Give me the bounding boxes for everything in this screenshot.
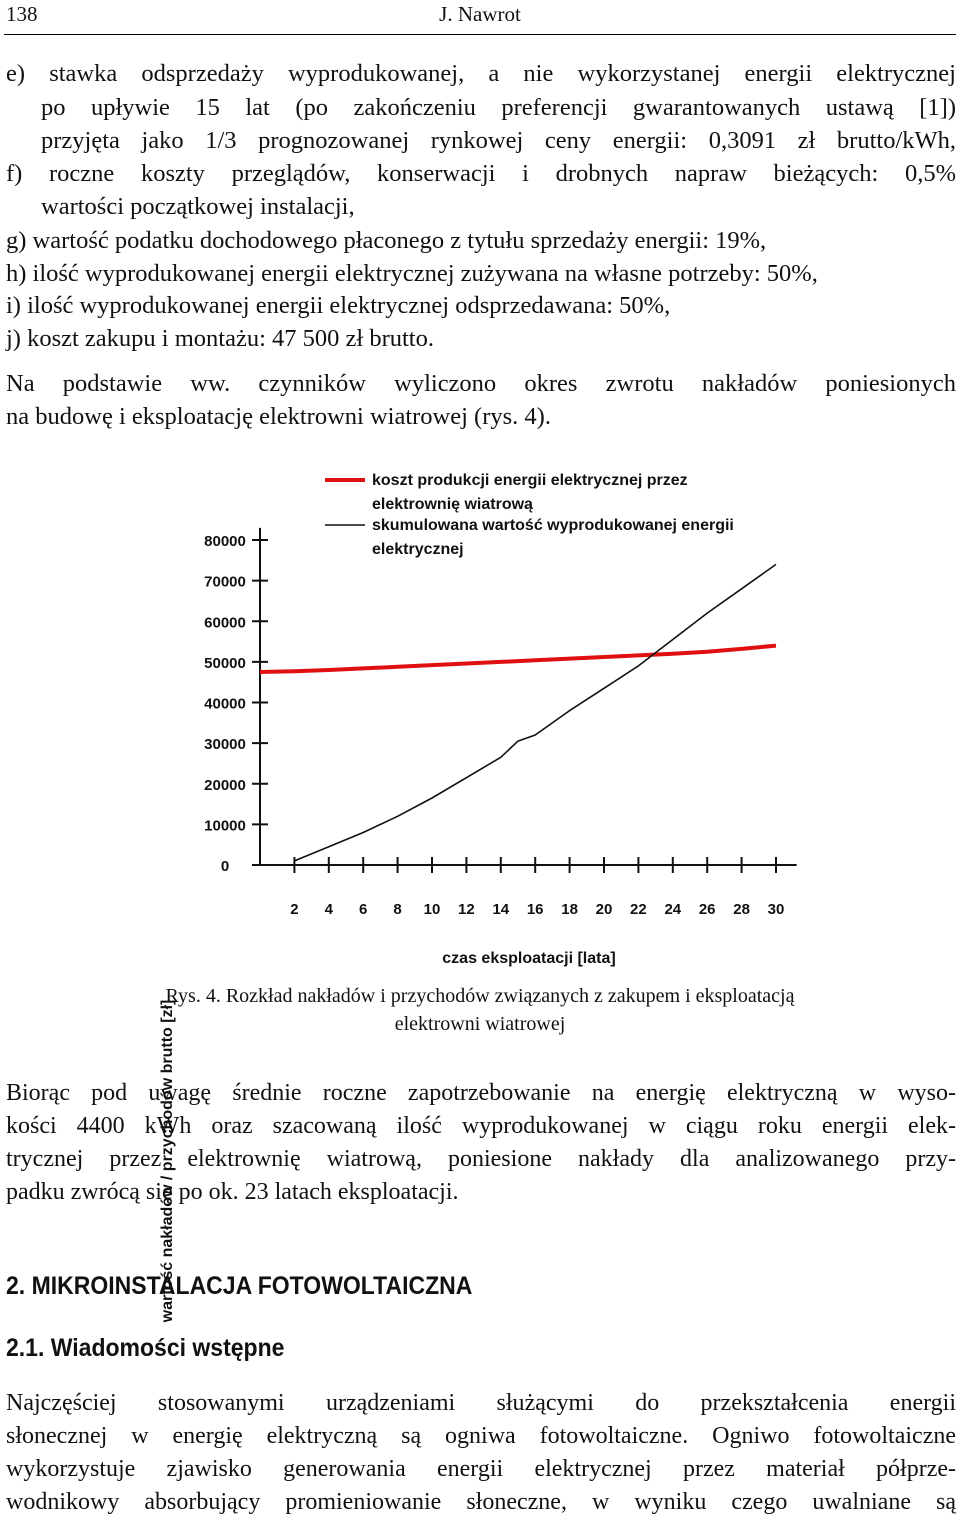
y-tick-label: 70000 (204, 573, 246, 591)
y-tick-label: 50000 (204, 654, 246, 672)
list-item-h: h) ilość wyprodukowanej energii elektrycznej zużywana na własne potrzeby: 50%, (6, 260, 818, 287)
x-ticks (290, 857, 784, 918)
paragraph-2-line-3: wykorzystuje zjawisko generowania energii elektrycznej przez materiał półprze- (6, 1456, 956, 1482)
legend (325, 472, 734, 558)
intro-line-2: na budowę i eksploatację elektrowni wiatrowej (rys. 4). (6, 403, 551, 430)
x-axis-label: czas eksploatacji [lata] (442, 950, 616, 967)
intro-line-1: Na podstawie ww. czynników wyliczono okres zwrotu nakładów poniesionych (6, 370, 956, 397)
page-number: 138 (6, 2, 38, 26)
paragraph-1-line-1: Biorąc pod uwagę średnie roczne zapotrzebowanie na energię elektryczną w wyso- (6, 1080, 956, 1106)
list-item-f-line-2: wartości początkowej instalacji, (41, 193, 355, 220)
x-tick-label: 18 (561, 901, 578, 918)
subsection-heading: 2.1. Wiadomości wstępne (6, 1334, 285, 1362)
y-tick-label: 20000 (204, 776, 246, 794)
list-item-e-line-2: po upływie 15 lat (po zakończeniu preferencji gwarantowanych ustawą [1]) (41, 94, 956, 121)
paragraph-2-line-2: słonecznej w energię elektryczną są ogniwa fotowoltaiczne. Ogniwo fotowoltaiczne (6, 1423, 956, 1449)
y-tick-label: 80000 (204, 533, 246, 550)
x-tick-label: 28 (733, 901, 750, 918)
x-tick-label: 26 (698, 901, 716, 918)
axes (260, 528, 797, 865)
y-tick-label: 10000 (204, 817, 246, 835)
list-item-e-line-3: przyjęta jako 1/3 prognozowanej rynkowej ceny energii: 0,3091 zł brutto/kWh, (41, 127, 956, 154)
legend-label: skumulowana wartość wyprodukowanej energii (372, 517, 734, 534)
series-line-cumulative-value (294, 564, 776, 861)
list-item-e-line-1: e) stawka odsprzedaży wyprodukowanej, a nie wykorzystanej energii elektrycznej (6, 60, 956, 87)
paragraph-1-line-2: kości 4400 kWh oraz szacowaną ilość wyprodukowanej w ciągu roku energii elek- (6, 1113, 956, 1139)
series-line-cost (260, 646, 776, 672)
y-axis-label: wartość nakładów / przychodów brutto [zł] (159, 999, 176, 1323)
figure-caption-line-2: elektrowni wiatrowej (394, 1013, 566, 1035)
list-item-g: g) wartość podatku dochodowego płaconego z tytułu sprzedaży energii: 19%, (6, 227, 767, 254)
x-tick-label: 10 (423, 901, 441, 918)
paragraph-2-line-1: Najczęściej stosowanymi urządzeniami służącymi do przekształcenia energii (6, 1390, 956, 1416)
running-header-author: J. Nawrot (439, 2, 521, 26)
x-tick-label: 24 (664, 901, 682, 918)
x-tick-label: 2 (290, 901, 299, 918)
y-tick-label: 30000 (204, 736, 246, 754)
legend-label: elektrownię wiatrową (372, 496, 533, 513)
x-tick-label: 20 (595, 901, 613, 918)
list-item-f-line-1: f) roczne koszty przeglądów, konserwacji i drobnych napraw bieżących: 0,5% (6, 160, 956, 187)
section-heading: 2. MIKROINSTALACJA FOTOWOLTAICZNA (6, 1272, 473, 1300)
x-tick-label: 30 (767, 901, 785, 918)
legend-label: elektrycznej (372, 541, 464, 558)
x-tick-label: 22 (630, 901, 647, 918)
list-item-j: j) koszt zakupu i montażu: 47 500 zł brutto. (6, 325, 434, 352)
legend-label: koszt produkcji energii elektrycznej przez (372, 472, 688, 489)
x-tick-label: 16 (526, 901, 544, 918)
paragraph-2-line-4: wodnikowy absorbujący promieniowanie słoneczne, w wyniku czego uwalniane są (6, 1489, 956, 1515)
x-tick-label: 14 (492, 901, 510, 918)
paragraph-1-line-4: padku zwrócą się po ok. 23 latach eksploatacji. (6, 1179, 459, 1205)
paragraph-1-line-3: trycznej przez elektrownię wiatrową, poniesione nakłady dla analizowanego przy- (6, 1146, 956, 1172)
x-tick-label: 4 (324, 901, 333, 918)
y-tick-label: 40000 (204, 695, 246, 713)
series-lines (260, 564, 776, 861)
x-tick-label: 12 (458, 901, 475, 918)
header-rule (4, 34, 956, 35)
y-tick-label: 0 (220, 858, 230, 875)
y-tick-label: 60000 (204, 614, 246, 632)
x-tick-label: 8 (393, 901, 402, 918)
list-item-i: i) ilość wyprodukowanej energii elektrycznej odsprzedawana: 50%, (6, 292, 671, 319)
figure-caption-line-1: Rys. 4. Rozkład nakładów i przychodów związanych z zakupem i eksploatacją (165, 985, 795, 1007)
y-ticks (204, 533, 268, 875)
x-tick-label: 6 (359, 901, 368, 918)
